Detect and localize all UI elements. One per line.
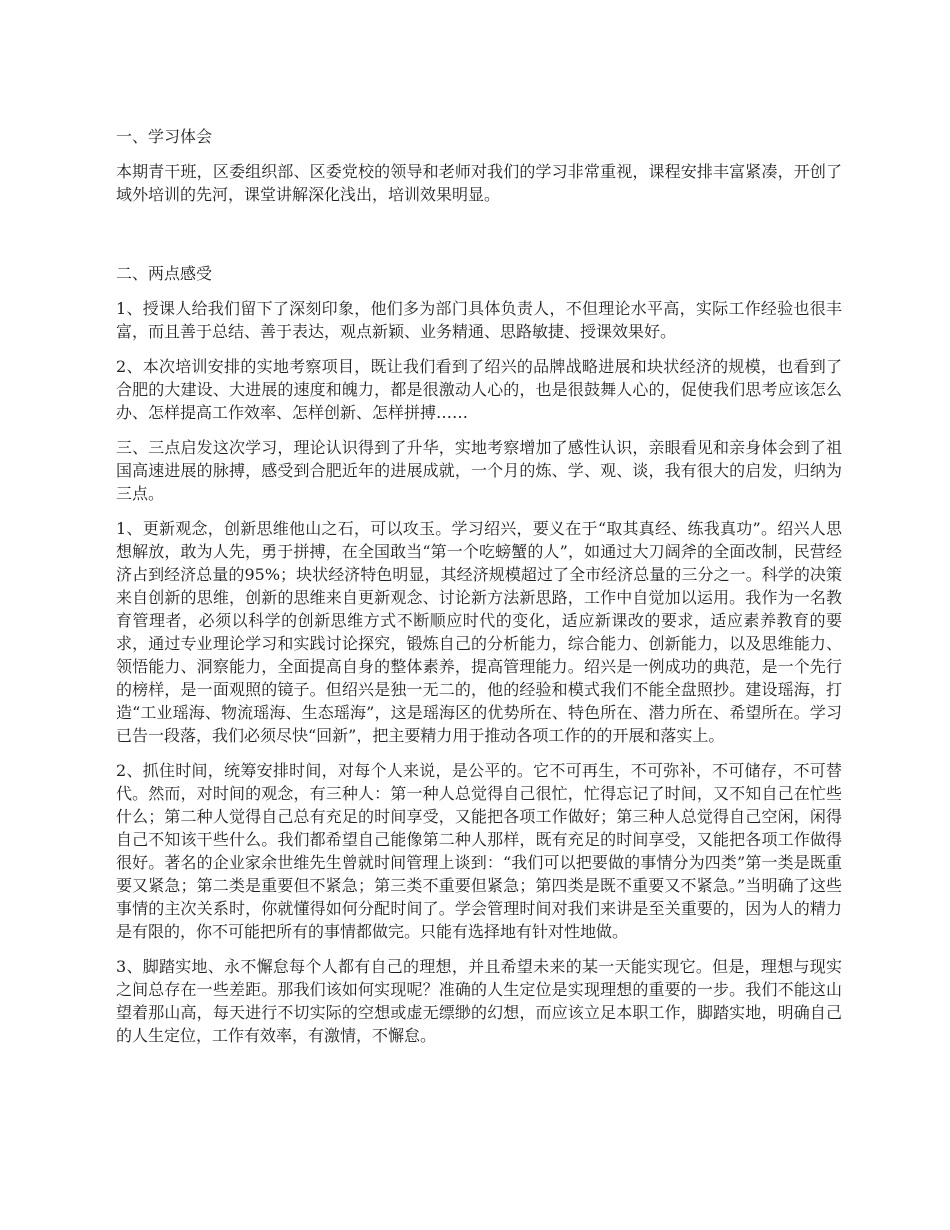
paragraph-feeling-2: 2、本次培训安排的实地考察项目，既让我们看到了绍兴的品牌战略进展和块状经济的规模，也看到了合肥的大建设、大进展的速度和魄力，都是很激动人心的，也是很鼓舞人心的，促使我们思考应该怎么办、怎样提高工作效率、怎样创新、怎样拼搏…… (116, 357, 842, 422)
paragraph-study-experience: 本期青干班，区委组织部、区委党校的领导和老师对我们的学习非常重视，课程安排丰富紧凑，开创了域外培训的先河，课堂讲解深化浅出，培训效果明显。 (116, 162, 842, 204)
spacer (116, 218, 842, 262)
paragraph-inspiration-intro: 三、三点启发这次学习，理论认识得到了升华，实地考察增加了感性认识，亲眼看见和亲身体会到了祖国高速进展的脉搏，感受到合肥近年的进展成就，一个月的炼、学、观、谈，我有很大的启发，归纳为三点。 (116, 438, 842, 503)
paragraph-inspiration-2: 2、抓住时间，统筹安排时间，对每个人来说，是公平的。它不可再生，不可弥补，不可储存，不可替代。然而，对时间的观念，有三种人：第一种人总觉得自己很忙，忙得忘记了时间，又不知自己在忙些什么；第二种人觉得自己总有充足的时间享受，又能把各项工作做好；第三种人总觉得自己空闲，闲得自己不知该干些什么。我们都希望自己能像第二种人那样，既有充足的时间享受，又能把各项工作做得很好。著名的企业家余世维先生曾就时间管理上谈到：“我们可以把要做的事情分为四类”第一类是既重要又紧急；第二类是重要但不紧急；第三类不重要但紧急；第四类是既不重要又不紧急。”当明确了这些事情的主次关系时，你就懂得如何分配时间了。学会管理时间对我们来讲是至关重要的，因为人的精力是有限的，你不可能把所有的事情都做完。只能有选择地有针对性地做。 (116, 761, 842, 941)
section-title-2: 二、两点感受 (116, 264, 213, 283)
paragraph-inspiration-3: 3、脚踏实地、永不懈怠每个人都有自己的理想，并且希望未来的某一天能实现它。但是，理想与现实之间总存在一些差距。那我们该如何实现呢？准确的人生定位是实现理想的重要的一步。我们不能这山望着那山高，每天进行不切实际的空想或虚无缥缈的幻想，而应该立足本职工作，脚踏实地，明确自己的人生定位，工作有效率，有激情，不懈怠。 (116, 957, 842, 1045)
paragraph-inspiration-1: 1、更新观念，创新思维他山之石，可以攻玉。学习绍兴，要义在于“取其真经、练我真功”。绍兴人思想解放，敢为人先，勇于拼搏，在全国敢当“第一个吃螃蟹的人”，如通过大刀阔斧的全面改制，民营经济占到经济总量的95%；块状经济特色明显，其经济规模超过了全市经济总量的三分之一。科学的决策来自创新的思维，创新的思维来自更新观念、讨论新方法新思路，工作中自觉加以运用。我作为一名教育管理者，必须以科学的创新思维方式不断顺应时代的变化，适应新课改的要求，适应素养教育的要求，通过专业理论学习和实践讨论探究，锻炼自己的分析能力，综合能力、创新能力，以及思维能力、领悟能力、洞察能力，全面提高自身的整体素养，提高管理能力。绍兴是一例成功的典范，是一个先行的榜样，是一面观照的镜子。但绍兴是独一无二的，他的经验和模式我们不能全盘照抄。建设瑶海，打造“工业瑶海、物流瑶海、生态瑶海”，这是瑶海区的优势所在、特色所在、潜力所在、希望所在。学习已告一段落，我们必须尽快“回新”，把主要精力用于推动各项工作的的开展和落实上。 (116, 519, 842, 745)
paragraph-feeling-1: 1、授课人给我们留下了深刻印象，他们多为部门具体负责人，不但理论水平高，实际工作经验也很丰富，而且善于总结、善于表达，观点新颖、业务精通、思路敏捷、授课效果好。 (116, 299, 842, 341)
section-title-1: 一、学习体会 (116, 127, 213, 146)
document-body (116, 125, 842, 1059)
